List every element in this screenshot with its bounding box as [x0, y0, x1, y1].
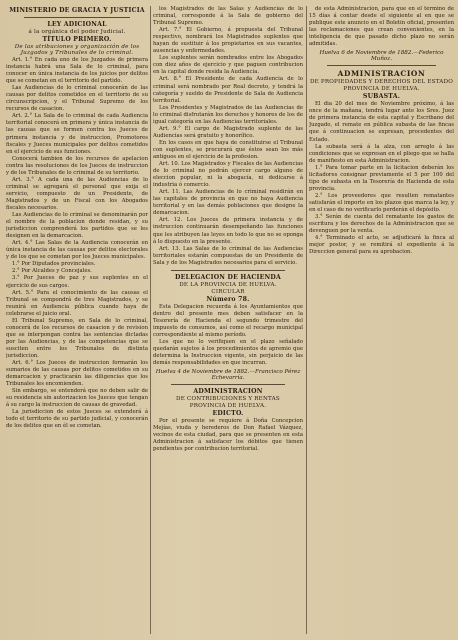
- paragraph: 2.° Por Alcaldes y Concejales.: [12, 268, 92, 275]
- paragraph: Los Presidentes y Magistrados de las Audiencias de lo criminal disfrutarán los derechos y honores de los de igual categoría en las Audiencias territoriales.: [153, 104, 303, 125]
- column-right: [309, 6, 454, 636]
- column-divider: [306, 6, 307, 634]
- administration-title: ADMINISTRACION: [337, 69, 426, 79]
- paragraph: Art. 2.° La Sala de lo criminal de cada Audiencia territorial conocerá en primera y única instancia de las causas que se formen contra los Jueces de primera instancia y de instruccion, Promotores fiscales y Jueces municipales por delitos cometidos en el ejercicio de sus funciones.: [6, 113, 148, 155]
- divider: [327, 65, 436, 66]
- paragraph: Art. 6.° Los Jueces de instruccion formarán los sumarios de las causas por delitos cometidos en su demarcacion y practicarán las diligencias que los Tribunales les encomienden.: [6, 360, 148, 388]
- paragraph: Art. 3.° A cada una de las Audiencias de lo criminal se agregará el personal que exija el servicio, compuesto de un Presidente, de Magistrados y de un Fiscal con los Abogados fiscales necesarios.: [6, 176, 148, 211]
- signature-line: Huelva 6 de Noviembre de 1882.—Federico Muñoz.: [319, 50, 444, 63]
- paragraph: de esta Administracion, para que en el término de 15 días á contar desde el siguiente al en que se publique este anuncio en el Boletin oficial, presenten las reclamaciones que crean convenientes, en la inteligencia de que pasado dicho plazo no serán admitidas.: [309, 6, 454, 48]
- paragraph: Art. 4.° Las Salas de la Audiencia conocerán en única instancia de las causas por delitos electorales y de los que se cometan por los Jueces municipales.: [6, 240, 148, 261]
- paragraph: El dia 20 del mes de Noviembre próximo, á las once de la mañana, tendrá lugar ante los Sres. Juez de primera instancia de esta capital y Escribano del Juzgado, el remate en pública subasta de las fincas que á continuacion se expresan, procedentes del Estado.: [309, 101, 454, 143]
- paragraph: Conocerá tambien de los recursos de apelacion contra las resoluciones de los Jueces de instruccion y de los Tribunales de lo criminal de su territorio.: [6, 155, 148, 176]
- paragraph: Por el presente se requiere á Doña Concepcion Mejías, viuda y herederos de Don Rafael Vázquez, vecinos de esta ciudad, para que se presenten en esta Administracion á satisfacer los débitos que tienen pendientes por contribucion territorial.: [153, 418, 303, 453]
- administration-title: ADMINISTRACION: [193, 388, 263, 396]
- column-left: [6, 6, 148, 636]
- paragraph: La subasta será á la alza, con arreglo á las condiciones que se expresan en el pliego que se halla de manifiesto en esta Administracion.: [309, 143, 454, 164]
- paragraph: Art. 7.° El Gobierno, á propuesta del Tribunal respectivo, nombrará los Magistrados suplentes que hayan de sustituir á los propietarios en sus vacantes, ausencias y enfermedades.: [153, 27, 303, 55]
- section-title: TÍTULO PRIMERO.: [42, 36, 112, 43]
- circular-label: CIRCULAR: [211, 288, 245, 295]
- paragraph: Art. 11. Las Audiencias de lo criminal residirán en las capitales de provincia en que no haya Audiencia territorial y en las demás poblaciones que designe la demarcacion.: [153, 189, 303, 217]
- edict-label: EDICTO.: [212, 410, 244, 418]
- paragraph: En los casos en que haya de constituirse el Tribunal con suplentes, se procurará que éstos sean los más antiguos en el ejercicio de la profesion.: [153, 139, 303, 160]
- paragraph: Las Audiencias de lo criminal conocerán de las causas por delitos cometidos en el territorio de su circunscripcion, y el Tribunal Supremo de los recursos de casacion.: [6, 85, 148, 113]
- paragraph: 2.° Los proveedores que resulten rematantes satisfarán el importe en los plazos que marca la ley, y en el caso de no verificarlo perderán el depósito.: [309, 192, 454, 213]
- law-title: LEY ADICIONAL: [47, 21, 107, 28]
- paragraph: 3.° Por Jueces de paz y sus suplentes en el ejercicio de sus cargos.: [6, 275, 148, 289]
- administration-place: PROVINCIA DE HUELVA.: [343, 86, 420, 93]
- paragraph: Los que no lo verifiquen en el plazo señalado quedarán sujetos á los procedimientos de apremio que determina la Instruccion vigente, sin perjuicio de las demás responsabilidades en que incurran.: [153, 338, 303, 367]
- paragraph: Sin embargo, se entenderá que no deben salir de su residencia sin autorizacion los Jueces que tengan á su cargo la instruccion de causas de gravedad.: [6, 388, 148, 409]
- paragraph: Los suplentes serán nombrados entre los Abogados con diez años de ejercicio y que paguen contribucion en la capital donde resida la Audiencia.: [153, 55, 303, 76]
- section-subtitle: De las atribuciones y organización de los Juzgados y Tribunales de lo criminal.: [14, 44, 140, 56]
- paragraph: El Tribunal Supremo, en Sala de lo criminal, conocerá de los recursos de casacion y de revision que se interpongan contra las sentencias dictadas por las Audiencias, y de las competencias que se susciten entre los Tribunales de distinta jurisdiccion.: [6, 317, 148, 359]
- circular-number: Número 78.: [206, 295, 250, 303]
- administration-subtitle: DE CONTRIBUCIONES Y RENTAS: [176, 396, 280, 403]
- paragraph: 1.° Por Diputados provinciales.: [12, 261, 96, 268]
- paragraph: Esta Delegacion recuerda á los Ayuntamientos que dentro del presente mes deben satisfacer en la Tesorería de Hacienda el segundo trimestre del impuesto de consumos, así como el recargo municipal correspondiente al mismo período.: [153, 303, 303, 338]
- auction-label: SUBASTA.: [362, 93, 401, 101]
- law-subtitle: á la orgánica del poder Judicial.: [28, 29, 126, 35]
- administration-place: PROVINCIA DE HUELVA.: [189, 403, 267, 410]
- paragraph: 4.° Terminado el acto, se adjudicará la finca al mejor postor, y se remitirá el expediente á la Direccion general para su aprobacion.: [309, 235, 454, 256]
- paragraph: 3.° Serán de cuenta del rematante los gastos de escritura y los derechos de la Administracion que se devenguen por la venta.: [309, 214, 454, 235]
- paragraph: Art. 13. Las Salas de lo criminal de las Audiencias territoriales estarán compuestas de un Presidente de Sala y de los Magistrados necesarios para el servicio.: [153, 245, 303, 266]
- paragraph: 1.° Para tomar parte en la licitacion deberán los licitadores consignar previamente el 5 por 100 del tipo de subasta en la Tesorería de Hacienda de esta provincia.: [309, 164, 454, 192]
- administration-subtitle: DE PROPIEDADES Y DERECHOS DEL ESTADO: [309, 79, 454, 86]
- paragraph: La jurisdiccion de estos Jueces se extenderá á todo el territorio de su partido judicial, y conocerán de los delitos que en él se cometan.: [6, 409, 148, 430]
- paragraph: Las Audiencias de lo criminal se denominarán por el nombre de la poblacion donde residan, y su jurisdiccion comprenderá los partidos que se les designen en la demarcacion.: [6, 212, 148, 240]
- paragraph: Art. 9.° El cargo de Magistrado suplente de las Audiencias será gratuito y honorífico.: [153, 125, 303, 139]
- divider: [24, 17, 130, 18]
- delegation-title: DELEGACION DE HACIENDA: [175, 273, 281, 281]
- paragraph: Art. 10. Los Magistrados y Fiscales de las Audiencias de lo criminal no podrán ejercer cargo alguno de eleccion popular, ni la abogacía, ni dedicarse á industria ó comercio.: [153, 161, 303, 189]
- signature-line: Huelva 4 de Noviembre de 1882.—Francisco Pérez Echevarría.: [155, 369, 301, 382]
- paragraph: los Magistrados de las Salas y Audiencias de lo criminal, corresponde á la Sala de gobierno del Tribunal Supremo.: [153, 6, 303, 27]
- paragraph: Art. 5.° Para el conocimiento de las causas el Tribunal se compondrá de tres Magistrados, y se reunirá en Audiencia pública cuando haya de celebrarse el juicio oral.: [6, 289, 148, 317]
- column-middle: [153, 6, 303, 636]
- divider: [171, 270, 285, 271]
- column-divider: [150, 6, 151, 634]
- delegation-subtitle: DE LA PROVINCIA DE HUELVA.: [179, 281, 277, 288]
- paragraph: Art. 8.° El Presidente de cada Audiencia de lo criminal será nombrado por Real decreto, y tendrá la categoría y sueldo de Presidente de Sala de Audiencia territorial.: [153, 76, 303, 104]
- ministry-header: MINISTERIO DE GRACIA Y JUSTICIA: [9, 7, 145, 14]
- divider: [171, 384, 285, 385]
- paragraph: Art. 12. Los Jueces de primera instancia y de instruccion continuarán desempeñando las funciones que les atribuyen las leyes en todo lo que no se oponga á lo dispuesto en la presente.: [153, 217, 303, 245]
- paragraph: Art. 1.° En cada uno de los Juzgados de primera instancia habrá una Sala de lo criminal, para conocer en única instancia de los juicios por delitos que se cometan en el territorio del partido.: [6, 57, 148, 85]
